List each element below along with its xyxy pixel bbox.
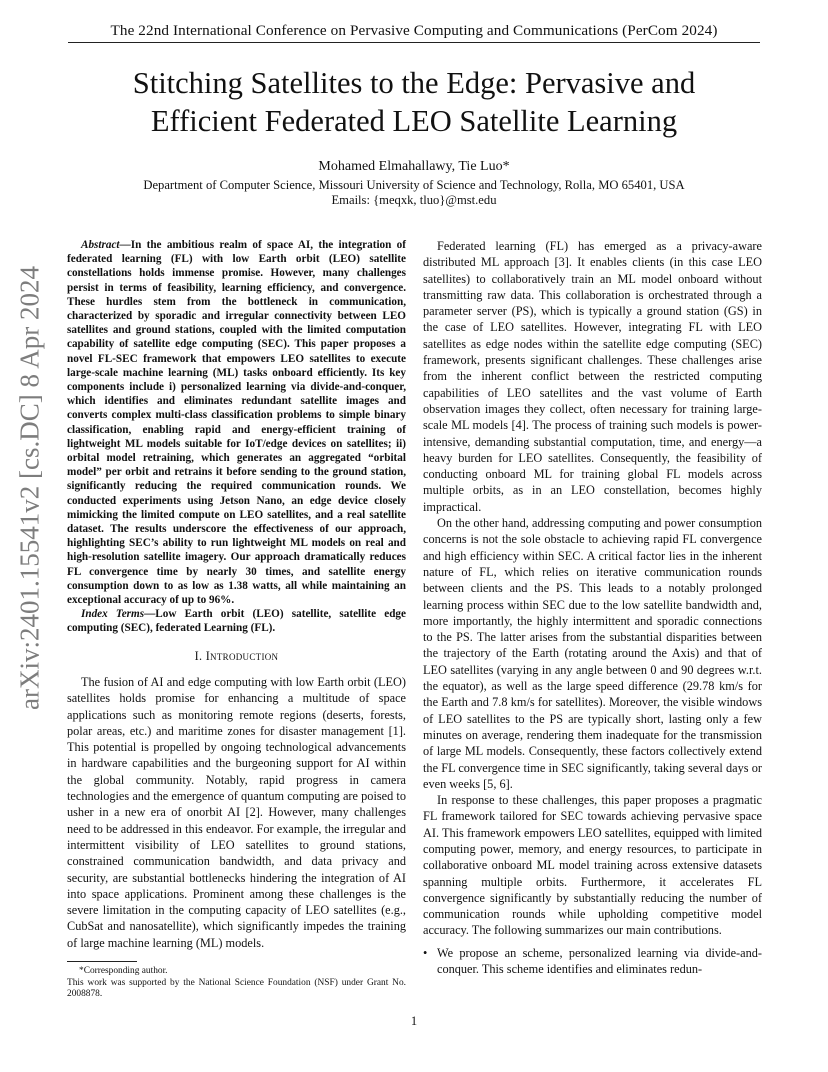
index-terms-text: —Low Earth orbit (LEO) satellite, satellite edge computing (SEC), federated Learning (FL).	[67, 608, 406, 635]
header-rule	[68, 42, 760, 43]
abstract-text: —In the ambitious realm of space AI, the integration of federated learning (FL) with low Earth orbit (LEO) satellite constellations holds immense promise. However, many challenges persist in terms of feasibility, learning efficiency, and convergence. These hurdles stem from the bottleneck in communication, characterized by sporadic and irregular connectivity between LEO satellites and ground stations, coupled with the limited computation capability of satellite edge computing (SEC). This paper proposes a novel FL-SEC framework that empowers LEO satellites to execute large-scale machine learning (ML) tasks onboard efficiently. Its key components include i) personalized learning via divide-and-conquer, which identifies and eliminates redundant satellite images and converts complex multi-class classification problems to simple binary classification, enabling rapid and energy-efficient training of lightweight ML models suitable for IoT/edge devices on satellites; ii) orbital model retraining, which generates an aggregated “orbital model” per orbit and retrains it before sending to the ground station, significantly reducing the required communication rounds. We conducted experiments using Jetson Nano, an edge device closely mimicking the limited compute on LEO satellites, and a real satellite dataset. The results underscore the effectiveness of our approach, highlighting SEC’s ability to run lightweight ML models on real and high-resolution satellite imagery. Our approach dramatically reduces FL convergence time by nearly 30 times, and satellite energy consumption down to as low as 1.38 watts, all while maintaining an exceptional accuracy of up to 96%.	[67, 239, 406, 607]
abstract-label: Abstract	[81, 239, 120, 251]
intro-paragraph-3: On the other hand, addressing computing and power consumption concerns is not the sole obstacle to achieving rapid FL convergence and high efficiency within SEC. A critical factor lies in the inherent nature of FL, which relies on iterative communication rounds between clients and the PS. This leads to a notably prolonged learning process within SEC due to the low satellite bandwidth and, more importantly, the highly intermittent and sporadic connections to the PS. The latter arises from the substantial disparities between the trajectory of the Earth (rotating around the Axis) and that of LEO satellites (varying in any angle between 0 and 90 degrees w.r.t. the equator), as well as the large speed difference (29.78 km/s for the Earth and 7.8 km/s for satellites). Moreover, the visible windows of LEO satellites to the PS are typically short, lasting only a few minutes on average, rendering them inadequate for the transmission of large ML models. Consequently, these factors collectively extend the FL convergence time in SEC significantly, taking several days or even weeks [5, 6].	[423, 516, 762, 791]
conference-header: The 22nd International Conference on Pervasive Computing and Communications (PerCom 2024)	[110, 22, 718, 39]
footnote-funding: This work was supported by the National Science Foundation (NSF) under Grant No. 2008878.	[67, 977, 406, 1000]
index-terms	[67, 607, 406, 635]
page-number: 1	[410, 1014, 418, 1028]
intro-paragraph-2: Federated learning (FL) has emerged as a privacy-aware distributed ML approach [3]. It enables clients (in this case LEO satellites) to collaboratively train an ML model onboard without transmitting raw data. This collaboration is orchestrated through a parameter server (PS), which is typically a ground station (GS) in the case of LEO satellites. However, integrating FL with LEO satellites as edge nodes within the satellite edge computing (SEC) framework, presents significant challenges. These challenges arise from the inherent conflict between the restricted computing capabilities of LEO satellites and the vast volume of Earth observation images they collect, often necessary for training large-scale ML models [4]. The process of training such models is power-intensive, demanding substantial computation, time, and energy—a heavy burden for LEO satellites. Consequently, the feasibility of conducting onboard ML for training global FL models across multiple orbits, as in an LEO constellation, becomes highly impractical.	[423, 239, 762, 514]
bullet-dot: •	[423, 945, 428, 960]
contribution-bullet-1	[423, 945, 762, 978]
left-column	[67, 238, 406, 1001]
authors: Mohamed Elmahallawy, Tie Luo*	[318, 159, 510, 174]
index-terms-label: Index Terms	[81, 608, 145, 621]
emails: Emails: {meqxk, tluo}@mst.edu	[331, 193, 497, 207]
abstract	[67, 238, 406, 607]
footnote-rule	[67, 961, 137, 962]
affiliation: Department of Computer Science, Missouri University of Science and Technology, Rolla, MO 65401, USA	[143, 178, 685, 192]
title-line-2: Efficient Federated LEO Satellite Learning	[150, 104, 678, 138]
intro-paragraph-1: The fusion of AI and edge computing with low Earth orbit (LEO) satellites holds promise for enhancing a multitude of space applications such as monitoring remote regions (deserts, forests, polar areas, etc.) and maritime zones for disaster management [1]. This potential is propelled by ongoing technological advancements in hardware capabilities and the burgeoning support for AI within the global community. Notably, rapid progress in camera technologies and the emergence of quantum computing are poised to usher in a new era of onorbit AI [2]. However, many challenges need to be addressed in this endeavor. For example, the irregular and intermittent visibility of LEO satellites to ground stations, constrained communication bandwidth, and data privacy and security, are substantial bottlenecks hindering the integration of AI into space applications. Prominent among these challenges is the severe limitation in the computing capacity of LEO satellites (e.g., CubSat and nanosatellite), which significantly impedes the training of large machine learning (ML) models.	[67, 674, 406, 950]
section-heading-introduction: I. Introduction	[194, 648, 279, 663]
footnote-corresponding: *Corresponding author.	[79, 966, 168, 977]
title-line-1: Stitching Satellites to the Edge: Pervasive and	[132, 66, 696, 100]
paper-title	[68, 64, 760, 140]
arxiv-stamp	[8, 266, 52, 710]
right-column	[423, 238, 762, 977]
intro-paragraph-4: In response to these challenges, this paper proposes a pragmatic FL framework tailored for SEC towards achieving pervasive space AI. This framework empowers LEO satellites, equipped with limited computing power, memory, and energy resources, to participate in collaborative onboard ML model training across extensive datasets spanning multiple orbits. Furthermore, it accelerates FL convergence significantly by substantially reducing the number of communication rounds while upholding competitive model accuracy. The following summarizes our main contributions.	[423, 793, 762, 938]
arxiv-stamp-text: arXiv:2401.15541v2 [cs.DC] 8 Apr 2024	[14, 266, 45, 710]
bullet-text: We propose an scheme, personalized learning via divide-and-conquer. This scheme identifies and eliminates redun-	[437, 945, 762, 977]
